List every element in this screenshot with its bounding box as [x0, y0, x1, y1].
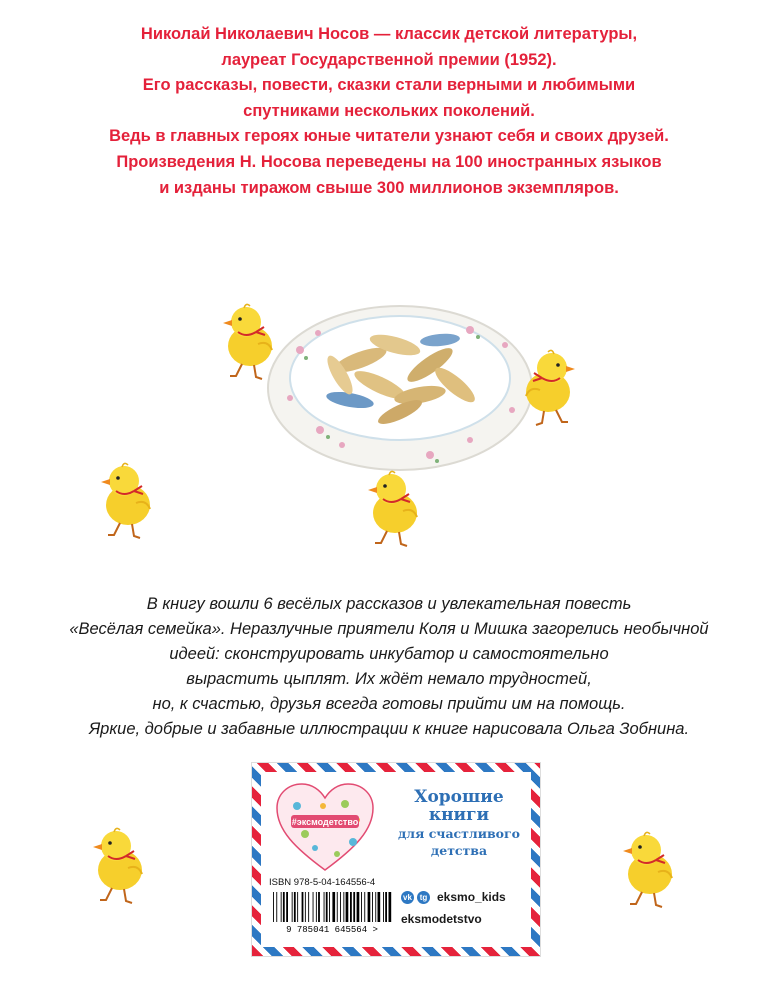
barcode-bar: [357, 892, 360, 922]
bottom-line-5: но, к счастью, друзья всегда готовы прийти им на помощь.: [152, 695, 626, 713]
barcode-bar: [378, 892, 381, 922]
barcode-bar: [283, 892, 285, 922]
chick-plate-left: [223, 304, 272, 379]
barcode-bar: [364, 892, 365, 922]
barcode-bar: [368, 892, 371, 922]
barcode-bar: [297, 892, 298, 922]
isbn-text: ISBN 978-5-04-164556-4: [269, 877, 376, 888]
top-line-5: Ведь в главных героях юные читатели узнают себя и своих друзей.: [109, 127, 669, 146]
bottom-line-6: Яркие, добрые и забавные иллюстрации к книге нарисовала Ольга Зобнина.: [88, 720, 690, 738]
barcode-bar: [375, 892, 376, 922]
social-row-kids[interactable]: [401, 886, 506, 908]
telegram-icon: tg: [417, 891, 430, 904]
chick-bottom-left: [93, 828, 142, 903]
chick-plate-bottom: [368, 471, 417, 546]
top-line-1: Николай Николаевич Носов — классик детской литературы,: [140, 25, 638, 43]
barcode-bar: [329, 892, 330, 922]
social-row-detstvo[interactable]: [401, 908, 506, 930]
heart-logo: [275, 782, 375, 874]
barcode-bar: [318, 892, 320, 922]
slogan-line-2: книги: [428, 805, 490, 825]
social-handle-detstvo: eksmodetstvo: [401, 912, 482, 926]
barcode-bar: [383, 892, 384, 922]
chick-plate-right: [526, 350, 575, 425]
barcode: [267, 890, 397, 934]
slogan-line-3: для счастливого: [397, 826, 521, 841]
barcode-bar: [385, 892, 387, 922]
barcode-bar: [326, 892, 328, 922]
top-line-3: Его рассказы, повести, сказки стали верными и любимыми: [142, 76, 636, 95]
barcode-bar: [292, 892, 293, 922]
barcode-bar: [340, 892, 341, 922]
barcode-bar: [343, 892, 344, 922]
top-line-4: спутниками нескольких поколений.: [243, 101, 535, 120]
barcode-bar: [294, 892, 296, 922]
bottom-line-4: вырастить цыплят. Их ждёт немало трудностей,: [186, 670, 592, 688]
publisher-card: [252, 763, 540, 956]
chick-bottom-right: [623, 832, 672, 907]
bottom-line-2: «Весёлая семейка». Неразлучные приятели Коля и Мишка загорелись необычной: [69, 620, 709, 638]
barcode-bar: [302, 892, 304, 922]
heart-hashtag: #эксмодетство: [291, 817, 359, 827]
barcode-bar: [346, 892, 349, 922]
bottom-line-3: идеей: сконструировать инкубатор и самостоятельно: [169, 645, 609, 663]
barcode-bar: [389, 892, 392, 922]
barcode-bar: [361, 892, 362, 922]
barcode-bar: [313, 892, 314, 922]
vk-icon: vk: [401, 891, 414, 904]
barcode-bar: [337, 892, 338, 922]
slogan-line-1: Хорошие: [414, 787, 504, 807]
social-links: [401, 886, 506, 930]
barcode-bar: [276, 892, 277, 922]
barcode-bar: [273, 892, 274, 922]
barcode-bar: [281, 892, 282, 922]
bottom-line-1: В книгу вошли 6 весёлых рассказов и увлекательная повесть: [146, 595, 632, 613]
barcode-bar: [308, 892, 309, 922]
barcode-bar: [324, 892, 325, 922]
chick-middle-left: [101, 463, 150, 538]
barcode-bar: [305, 892, 306, 922]
social-handle-kids: eksmo_kids: [437, 890, 506, 904]
book-description: [0, 592, 778, 742]
barcode-bar: [372, 892, 373, 922]
barcode-bar: [316, 892, 317, 922]
barcode-bar: [332, 892, 335, 922]
top-line-6: Произведения Н. Носова переведены на 100 иностранных языков: [116, 152, 662, 171]
slogan-line-4: детства: [430, 843, 488, 858]
barcode-bar: [350, 892, 352, 922]
slogan: [393, 788, 525, 858]
barcode-digits: 9 785041 645564 >: [286, 925, 378, 934]
top-line-2: лауреат Государственной премии (1952).: [221, 50, 557, 69]
top-line-7: и изданы тиражом свыше 300 миллионов экземпляров.: [159, 178, 619, 197]
barcode-bar: [286, 892, 288, 922]
barcode-bar: [353, 892, 355, 922]
